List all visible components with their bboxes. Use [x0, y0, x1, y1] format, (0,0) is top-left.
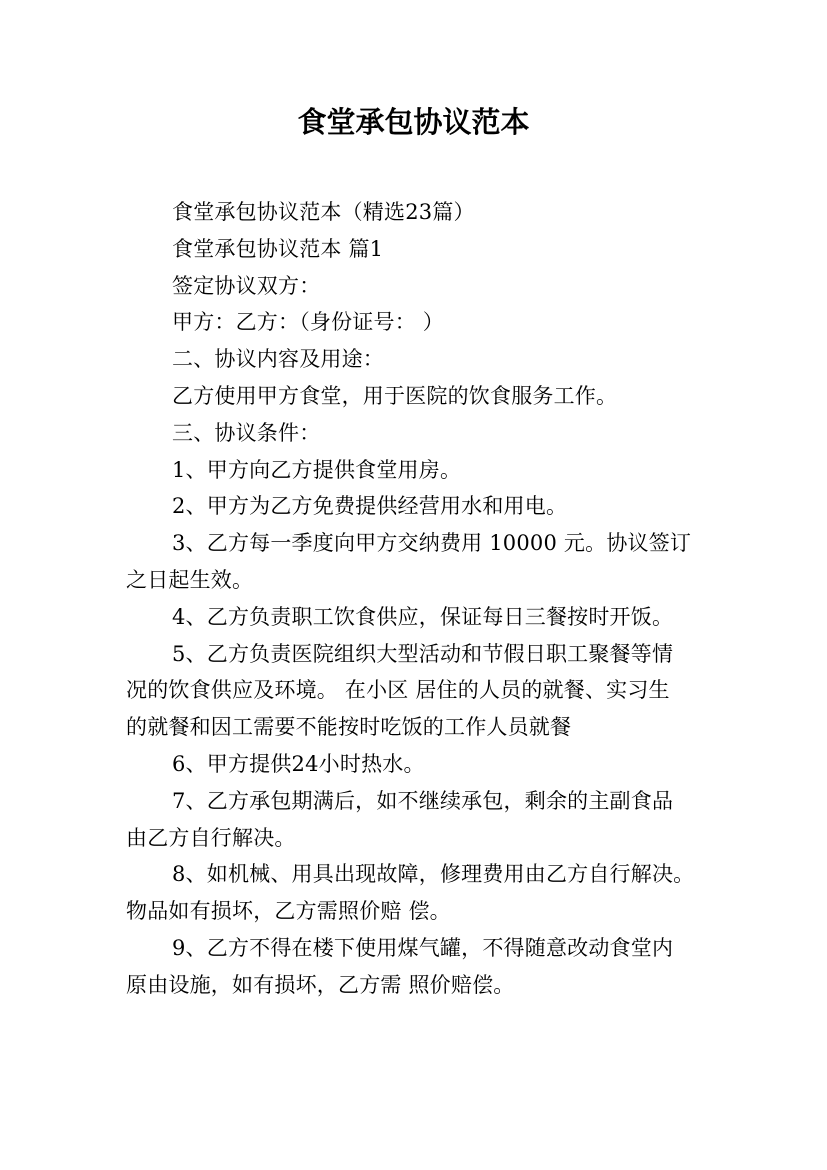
- text-line: 三、协议条件：: [172, 420, 321, 445]
- text-line: 乙方使用甲方食堂，用于医院的饮食服务工作。: [172, 383, 618, 408]
- paragraph: [126, 415, 716, 452]
- text-line: 食堂承包协议范本 篇1: [172, 236, 384, 261]
- paragraph: [126, 746, 716, 783]
- text-line: 二、协议内容及用途：: [172, 347, 384, 372]
- paragraph: [126, 304, 716, 341]
- text-line: 2、甲方为乙方免费提供经营用水和用电。: [172, 494, 568, 519]
- text-line: 5、乙方负责医院组织大型活动和节假日职工聚餐等情: [172, 641, 674, 666]
- text-line: 8、如机械、用具出现故障，修理费用由乙方自行解决。: [172, 862, 695, 887]
- paragraph: [126, 783, 716, 857]
- text-line: 6、甲方提供24小时热水。: [172, 751, 425, 776]
- document-title: 食堂承包协议范本: [297, 105, 530, 139]
- paragraph: [126, 488, 716, 525]
- paragraph: [126, 231, 716, 268]
- paragraph: [126, 194, 716, 231]
- paragraph: [126, 525, 716, 599]
- text-line: 甲方：乙方：（身份证号： ）: [172, 310, 444, 335]
- text-line: 况的饮食供应及环境。 在小区 居住的人员的就餐、实习生: [126, 678, 670, 703]
- paragraph: [126, 452, 716, 489]
- document-body: [126, 194, 716, 1004]
- text-line: 物品如有损坏，乙方需照价赔 偿。: [126, 899, 451, 924]
- paragraph: [126, 599, 716, 636]
- paragraph: [126, 268, 716, 305]
- text-line: 的就餐和因工需要不能按时吃饭的工作人员就餐: [126, 715, 572, 740]
- paragraph: [126, 341, 716, 378]
- text-line: 食堂承包协议范本（精选23篇）: [172, 200, 475, 224]
- text-line: 7、乙方承包期满后，如不继续承包，剩余的主副食品: [172, 788, 674, 813]
- text-line: 4、乙方负责职工饮食供应，保证每日三餐按时开饭。: [172, 604, 674, 629]
- text-line: 签定协议双方：: [172, 273, 321, 298]
- text-line: 由乙方自行解决。: [126, 825, 296, 850]
- paragraph: [126, 636, 716, 746]
- paragraph: [126, 930, 716, 1004]
- text-line: 1、甲方向乙方提供食堂用房。: [172, 457, 462, 482]
- text-line: 3、乙方每一季度向甲方交纳费用 10000 元。协议签订: [172, 531, 692, 556]
- paragraph: [126, 378, 716, 415]
- paragraph: [126, 856, 716, 930]
- text-line: 原由设施，如有损坏，乙方需 照价赔偿。: [126, 972, 515, 997]
- text-line: 9、乙方不得在楼下使用煤气罐，不得随意改动食堂内: [172, 935, 674, 960]
- text-line: 之日起生效。: [126, 567, 254, 592]
